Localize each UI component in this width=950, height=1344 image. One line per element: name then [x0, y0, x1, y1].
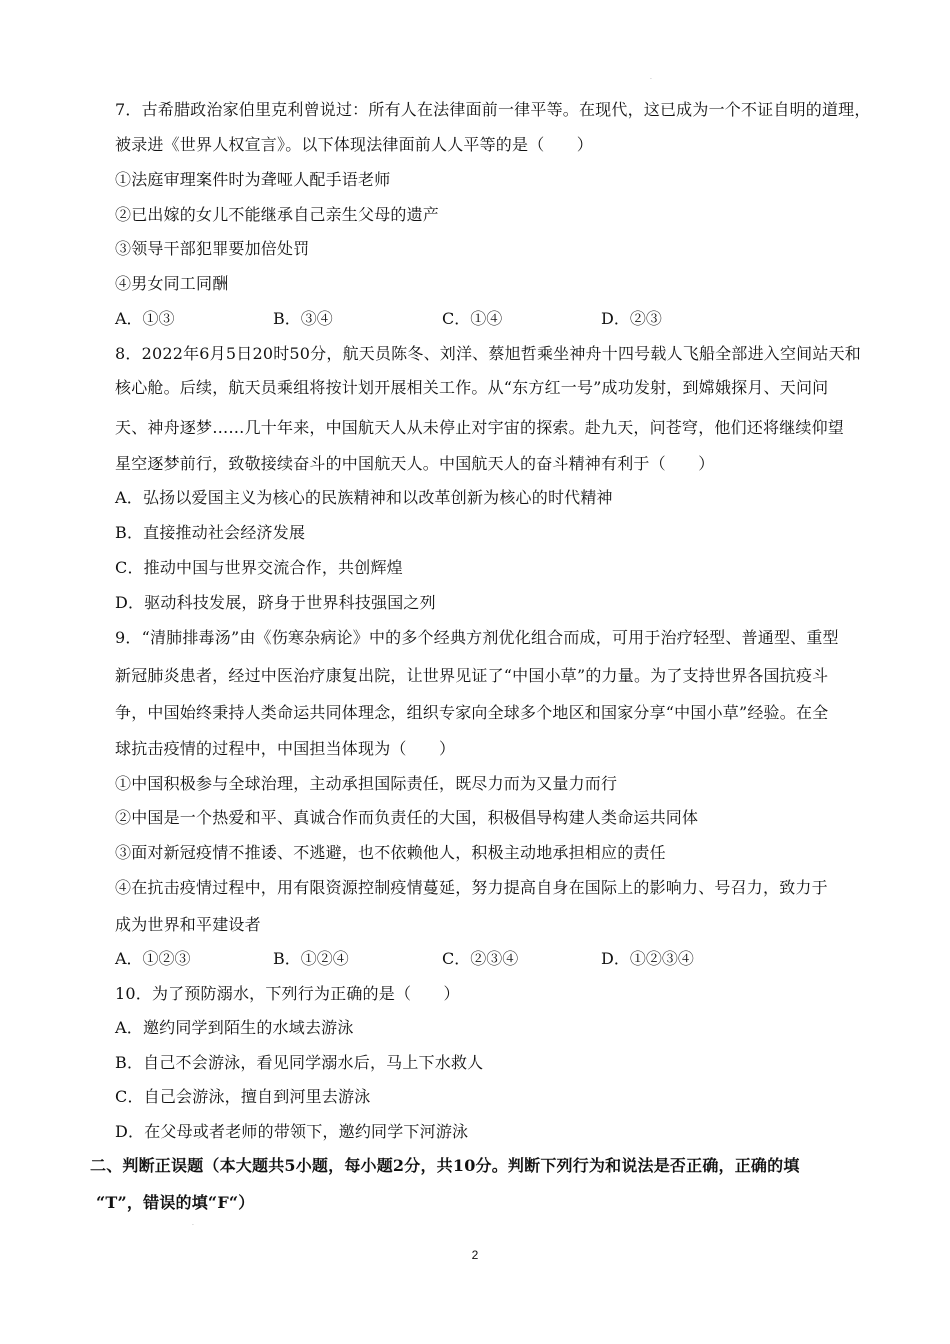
q8-option-b: B．直接推动社会经济发展 — [115, 523, 306, 542]
q7-choice-b: B．③④ — [273, 309, 333, 328]
q10-stem: 10．为了预防溺水，下列行为正确的是（ ） — [115, 984, 460, 1003]
q8-stem-line-3: 天、神舟逐梦……几十年来，中国航天人从未停止对宇宙的探索。赴九天，问苍穹，他们还将继续仰望 — [115, 418, 845, 437]
q9-item-2: ②中国是一个热爱和平、真诚合作而负责任的大国，积极倡导构建人类命运共同体 — [115, 808, 699, 827]
q9-choice-d: D．①②③④ — [601, 949, 694, 968]
q7-stem-line-1: 7．古希腊政治家伯里克利曾说过：所有人在法律面前一律平等。在现代，这已成为一个不证自明的道理， — [115, 100, 871, 119]
q10-option-a: A．邀约同学到陌生的水域去游泳 — [115, 1018, 354, 1037]
q8-stem-line-2: 核心舱。后续，航天员乘组将按计划开展相关工作。从“东方红一号”成功发射，到嫦娥探月、天问问 — [115, 378, 829, 397]
q7-item-4: ④男女同工同酬 — [115, 274, 229, 293]
q7-item-3: ③领导干部犯罪要加倍处罚 — [115, 239, 310, 258]
q9-item-4-cont: 成为世界和平建设者 — [115, 915, 261, 934]
q7-choice-c: C．①④ — [442, 309, 503, 328]
q8-stem-line-1: 8．2022年6月5日20时50分，航天员陈冬、刘洋、蔡旭哲乘坐神舟十四号载人飞船全部进入空间站天和 — [115, 344, 861, 363]
q9-choice-a: A．①②③ — [115, 949, 191, 968]
q9-choice-b: B．①②④ — [273, 949, 349, 968]
q10-option-b: B．自己不会游泳，看见同学溺水后，马上下水救人 — [115, 1053, 484, 1072]
q7-item-2: ②已出嫁的女儿不能继承自己亲生父母的遗产 — [115, 205, 440, 224]
q9-stem-line-1: 9．“清肺排毒汤”由《伤寒杂病论》中的多个经典方剂优化组合而成，可用于治疗轻型、普通型、重型 — [115, 628, 839, 647]
q8-option-c: C．推动中国与世界交流合作，共创辉煌 — [115, 558, 403, 577]
q8-option-d: D．驱动科技发展，跻身于世界科技强国之列 — [115, 593, 436, 612]
q8-option-a: A．弘扬以爱国主义为核心的民族精神和以改革创新为核心的时代精神 — [115, 488, 613, 507]
q9-choice-c: C．②③④ — [442, 949, 519, 968]
scan-dot: · — [650, 76, 652, 83]
page-number: 2 — [471, 1248, 479, 1262]
q9-stem-line-2: 新冠肺炎患者，经过中医治疗康复出院，让世界见证了“中国小草”的力量。为了支持世界各国抗疫斗 — [115, 666, 829, 685]
q7-choice-a: A．①③ — [115, 309, 175, 328]
q7-stem-line-2: 被录进《世界人权宣言》。以下体现法律面前人人平等的是（ ） — [115, 135, 594, 154]
q8-stem-line-4: 星空逐梦前行，致敬接续奋斗的中国航天人。中国航天人的奋斗精神有利于（ ） — [115, 454, 715, 473]
q9-item-1: ①中国积极参与全球治理，主动承担国际责任，既尽力而为又量力而行 — [115, 774, 618, 793]
q9-item-3: ③面对新冠疫情不推诿、不逃避，也不依赖他人，积极主动地承担相应的责任 — [115, 843, 666, 862]
q7-choice-d: D．②③ — [601, 309, 662, 328]
section-2-heading-line-1: 二、判断正误题（本大题共5小题，每小题2分，共10分。判断下列行为和说法是否正确，正确的填 — [90, 1156, 800, 1175]
q9-item-4: ④在抗击疫情过程中，用有限资源控制疫情蔓延，努力提高自身在国际上的影响力、号召力，致力于 — [115, 878, 828, 897]
section-2-heading-line-2: “T”，错误的填“F“） — [96, 1193, 255, 1212]
q9-stem-line-3: 争，中国始终秉持人类命运共同体理念，组织专家向全球多个地区和国家分享“中国小草”经验。在全 — [115, 703, 829, 722]
q10-option-c: C．自己会游泳，擅自到河里去游泳 — [115, 1087, 371, 1106]
q10-option-d: D．在父母或者老师的带领下，邀约同学下河游泳 — [115, 1122, 469, 1141]
q9-stem-line-4: 球抗击疫情的过程中，中国担当体现为（ ） — [115, 739, 456, 758]
q7-item-1: ①法庭审理案件时为聋哑人配手语老师 — [115, 170, 391, 189]
scan-dot: · — [192, 1222, 194, 1229]
